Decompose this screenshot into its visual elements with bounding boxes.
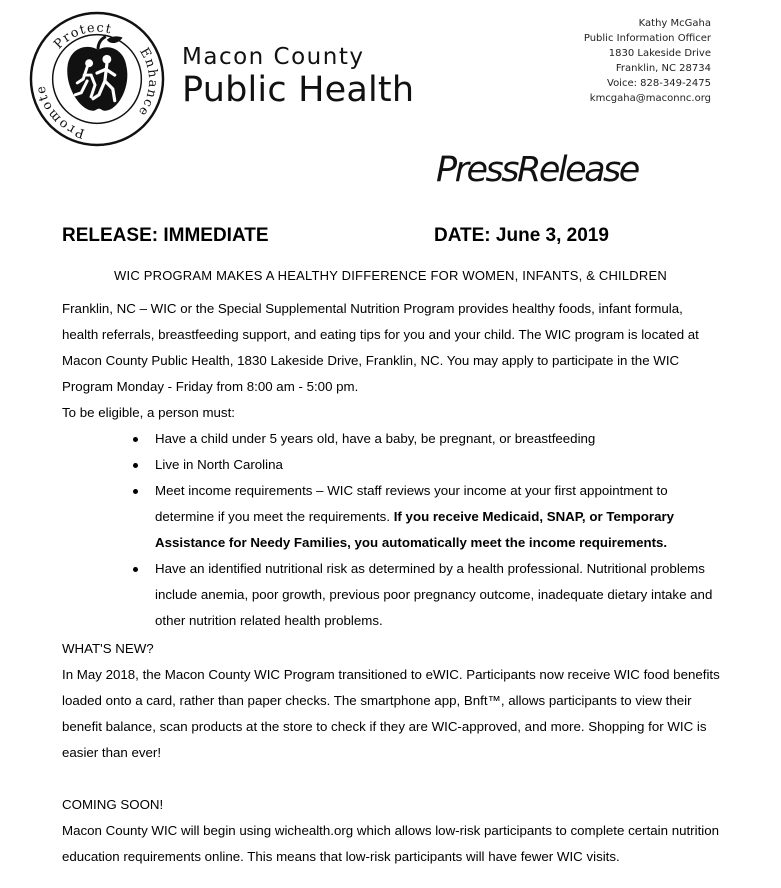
eligibility-list [130,426,730,634]
release-date: DATE: June 3, 2019 [434,225,609,246]
whats-new-heading: WHAT'S NEW? [62,641,154,656]
list-item [130,452,730,478]
organization-name-line1: Macon County [182,44,365,70]
press-release-title: PressRelease [436,150,638,190]
list-item-text: Have an identified nutritional risk as determined by a health professional. Nutritional problems include anemia, poor growth, previous poor pregnancy outcome, inadequate dietary intake and other nutrition related health problems. [155,561,713,628]
list-item-text: Meet income requirements – WIC staff reviews your income at your first appointment to determine if you meet the requirements. [155,483,668,524]
list-item [130,556,730,634]
list-item-bold-text: If you receive Medicaid, SNAP, or Temporary Assistance for Needy Families, you automatically meet the income requirements. [155,509,675,550]
contact-address: 1830 Lakeside Drive [608,48,711,59]
seal-ring-text-right: Enhance [134,45,161,120]
contact-title: Public Information Officer [583,33,711,44]
contact-email: kmcgaha@maconnc.org [589,93,711,104]
coming-soon-heading: COMING SOON! [62,797,164,812]
intro-paragraph: Franklin, NC – WIC or the Special Supplemental Nutrition Program provides healthy foods, infant formula, health referrals, breastfeeding support, and eating tips for you and your child. The WIC program is located at Macon County Public Health, 1830 Lakeside Drive, Franklin, NC. You may apply to participate in the WIC Program Monday - Friday from 8:00 am - 5:00 pm. [62,301,699,394]
organization-name-line2: Public Health [182,70,415,110]
list-item [130,478,730,556]
contact-voice: Voice: 828-349-2475 [607,78,711,89]
seal-ring-text-top: Protect [51,20,114,53]
organization-name [182,44,414,110]
contact-block [584,16,711,106]
release-status: RELEASE: IMMEDIATE [62,225,269,246]
intro-section [62,296,722,426]
seal-ring-text-left: Promote [33,83,87,141]
coming-soon-paragraph: Macon County WIC will begin using wichealth.org which allows low-risk participants to complete certain nutrition education requirements online. This means that low-risk participants will have fewer WIC visits. [62,823,720,864]
list-item-text: Have a child under 5 years old, have a baby, be pregnant, or breastfeeding [155,431,596,446]
headline: WIC PROGRAM MAKES A HEALTHY DIFFERENCE FOR WOMEN, INFANTS, & CHILDREN [114,268,667,283]
whats-new-paragraph: In May 2018, the Macon County WIC Program transitioned to eWIC. Participants now receive WIC food benefits loaded onto a card, rather than paper checks. The smartphone app, Bnft™, allows participants to view their benefit balance, scan products at the store to check if they are WIC-approved, and more. Shopping for WIC is easier than ever! [62,667,720,760]
contact-name: Kathy McGaha [638,18,711,29]
eligibility-intro: To be eligible, a person must: [62,405,235,420]
macon-county-public-health-seal-logo [28,10,166,148]
list-item-text: Live in North Carolina [155,457,283,472]
list-item [130,426,730,452]
contact-city: Franklin, NC 28734 [615,63,711,74]
